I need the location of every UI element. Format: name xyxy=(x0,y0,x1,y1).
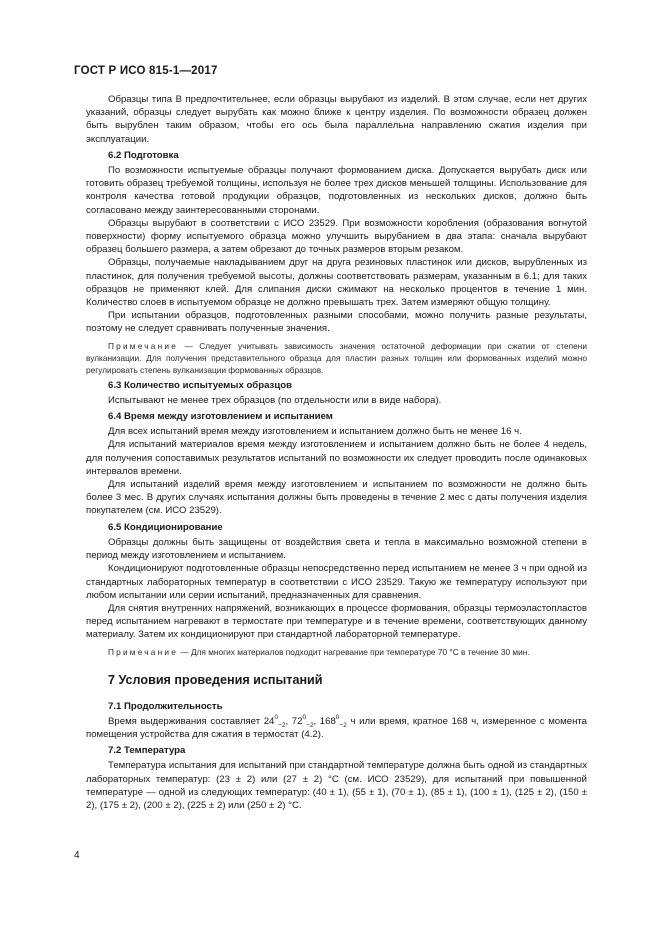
paragraph: Образцы вырубают в соответствии с ИСО 23529. При возможности коробления (образования вогнутой поверхности) форму испытуемого образца можно улучшить вырубанием в два этапа: сначала вырубают образец большего размера, а затем обрезают до точных размеров вторым резаком. xyxy=(86,217,587,256)
note-label: Примечание xyxy=(108,646,179,657)
paragraph: Образцы типа В предпочтительнее, если образцы вырубают из изделий. В этом случае, если нет других указаний, образцы следует вырубать как можно ближе к центру изделия. По возможности образец должен быть вырублен таким образом, чтобы его ось была параллельна направлению сжатия изделия при эксплуатации. xyxy=(86,94,587,145)
paragraph: Для снятия внутренних напряжений, возникающих в процессе формования, образцы термоэластопластов перед испытанием нагревают в термостате при температуре и в течение времени, соответствующих данному материалу. Затем их кондиционируют при стандартной лабораторной температуре. xyxy=(86,602,587,641)
paragraph: Температура испытания для испытаний при стандартной температуре должна быть одной из стандартных лабораторных температур: (23 ± 2) или (27 ± 2) °С (см. ИСО 23529), для испытаний при повышенной температуре — одной из следующих температур: (40 ± 1), (55 ± 1), (70 ± 1), (85 ± 1), (100 ± 1), (125 ± 2), (150 ± 2), (175 ± 2), (200 ± 2), (225 ± 2) или (250 ± 2) °С. xyxy=(86,760,587,811)
section-heading-7-2: 7.2 Температура xyxy=(108,745,186,757)
paragraph: Для всех испытаний время между изготовлением и испытанием должно быть не менее 16 ч. xyxy=(108,426,522,438)
note xyxy=(86,340,587,376)
paragraph: При испытании образцов, подготовленных разными способами, можно получить разные результаты, поэтому не следует сравнивать полученные значения. xyxy=(86,310,587,335)
note-text: — Для многих материалов подходит нагревание при температуре 70 °С в течение 30 мин. xyxy=(178,646,530,657)
superscript: 0 xyxy=(302,713,307,721)
paragraph-duration xyxy=(86,715,587,741)
text-run: ч или время, кратное 168 ч, измеренное с момента помещения устройства для сжатия в термостат (4.2). xyxy=(86,715,587,740)
text-run: , 72 xyxy=(285,715,303,727)
note-label: Примечание xyxy=(108,340,179,351)
text-run: , 168 xyxy=(313,715,336,727)
note xyxy=(86,646,587,658)
paragraph: Образцы, получаемые накладыванием друг на друга резиновых пластинок или дисков, вырубленных из пластинок, для получения требуемой высоты, должны соответствовать размерам, указанным в 6.1; для таких образцов не применяют клей. Для слипания диски сжимают на несколько процентов в течение 1 мин. Количество слоев в испытуемом образце не должно превышать трех. Затем измеряют общую толщину. xyxy=(86,257,587,309)
document-body xyxy=(86,93,587,812)
section-heading-6-5: 6.5 Кондиционирование xyxy=(108,521,223,533)
subscript: −2 xyxy=(339,721,347,729)
paragraph: Для испытаний материалов время между изготовлением и испытанием должно быть не более 4 недель, для получения сопоставимых результатов испытаний по возможности их следует проводить после одинаковых интервалов времени. xyxy=(86,439,587,477)
section-heading-6-2: 6.2 Подготовка xyxy=(108,149,179,161)
subscript: −2 xyxy=(278,721,286,729)
paragraph: По возможности испытуемые образцы получают формованием диска. Допускается вырубать диск или готовить образец требуемой толщины, используя не более трех дисков меньшей толщины. Использование для контроля качества готовой продукции образцов, подготовленных из нескольких дисков, должно быть согласовано между заинтересованными сторонами. xyxy=(86,165,587,216)
subscript: −2 xyxy=(306,721,314,729)
paragraph: Для испытаний изделий время между изготовлением и испытанием по возможности не должно быть более 3 мес. В других случаях испытания должны быть проведены в течение 2 мес с даты получения изделия покупателем (см. ИСО 23529). xyxy=(86,479,587,517)
section-heading-6-4: 6.4 Время между изготовлением и испытанием xyxy=(108,411,333,423)
superscript: 0 xyxy=(335,713,340,721)
section-heading-7-1: 7.1 Продолжительность xyxy=(108,700,223,712)
page-number: 4 xyxy=(74,850,80,861)
note-text: — Следует учитывать зависимость значения остаточной деформации при сжатии от степени вулканизации. Для получения представительного образца для пластин разных толщин или формованных изделий можно регулировать степень вулканизации формованных образцов. xyxy=(86,340,587,375)
section-heading-7: 7 Условия проведения испытаний xyxy=(108,672,323,687)
text-run: Время выдерживания составляет 24 xyxy=(108,715,275,727)
section-heading-6-3: 6.3 Количество испытуемых образцов xyxy=(108,379,292,391)
superscript: 0 xyxy=(274,713,279,721)
paragraph: Испытывают не менее трех образцов (по отдельности или в виде набора). xyxy=(108,394,442,406)
paragraph: Образцы должны быть защищены от воздействия света и тепла в максимально возможной степени в период между изготовлением и испытанием. xyxy=(86,536,587,562)
document-header: ГОСТ Р ИСО 815-1—2017 xyxy=(74,65,218,77)
paragraph: Кондиционируют подготовленные образцы непосредственно перед испытанием не менее 3 ч при одной из стандартных лабораторных температур в соответствии с ИСО 23529. Такую же температуру используют при любом испытании или серии испытаний, предназначенных для сравнения. xyxy=(86,563,587,601)
